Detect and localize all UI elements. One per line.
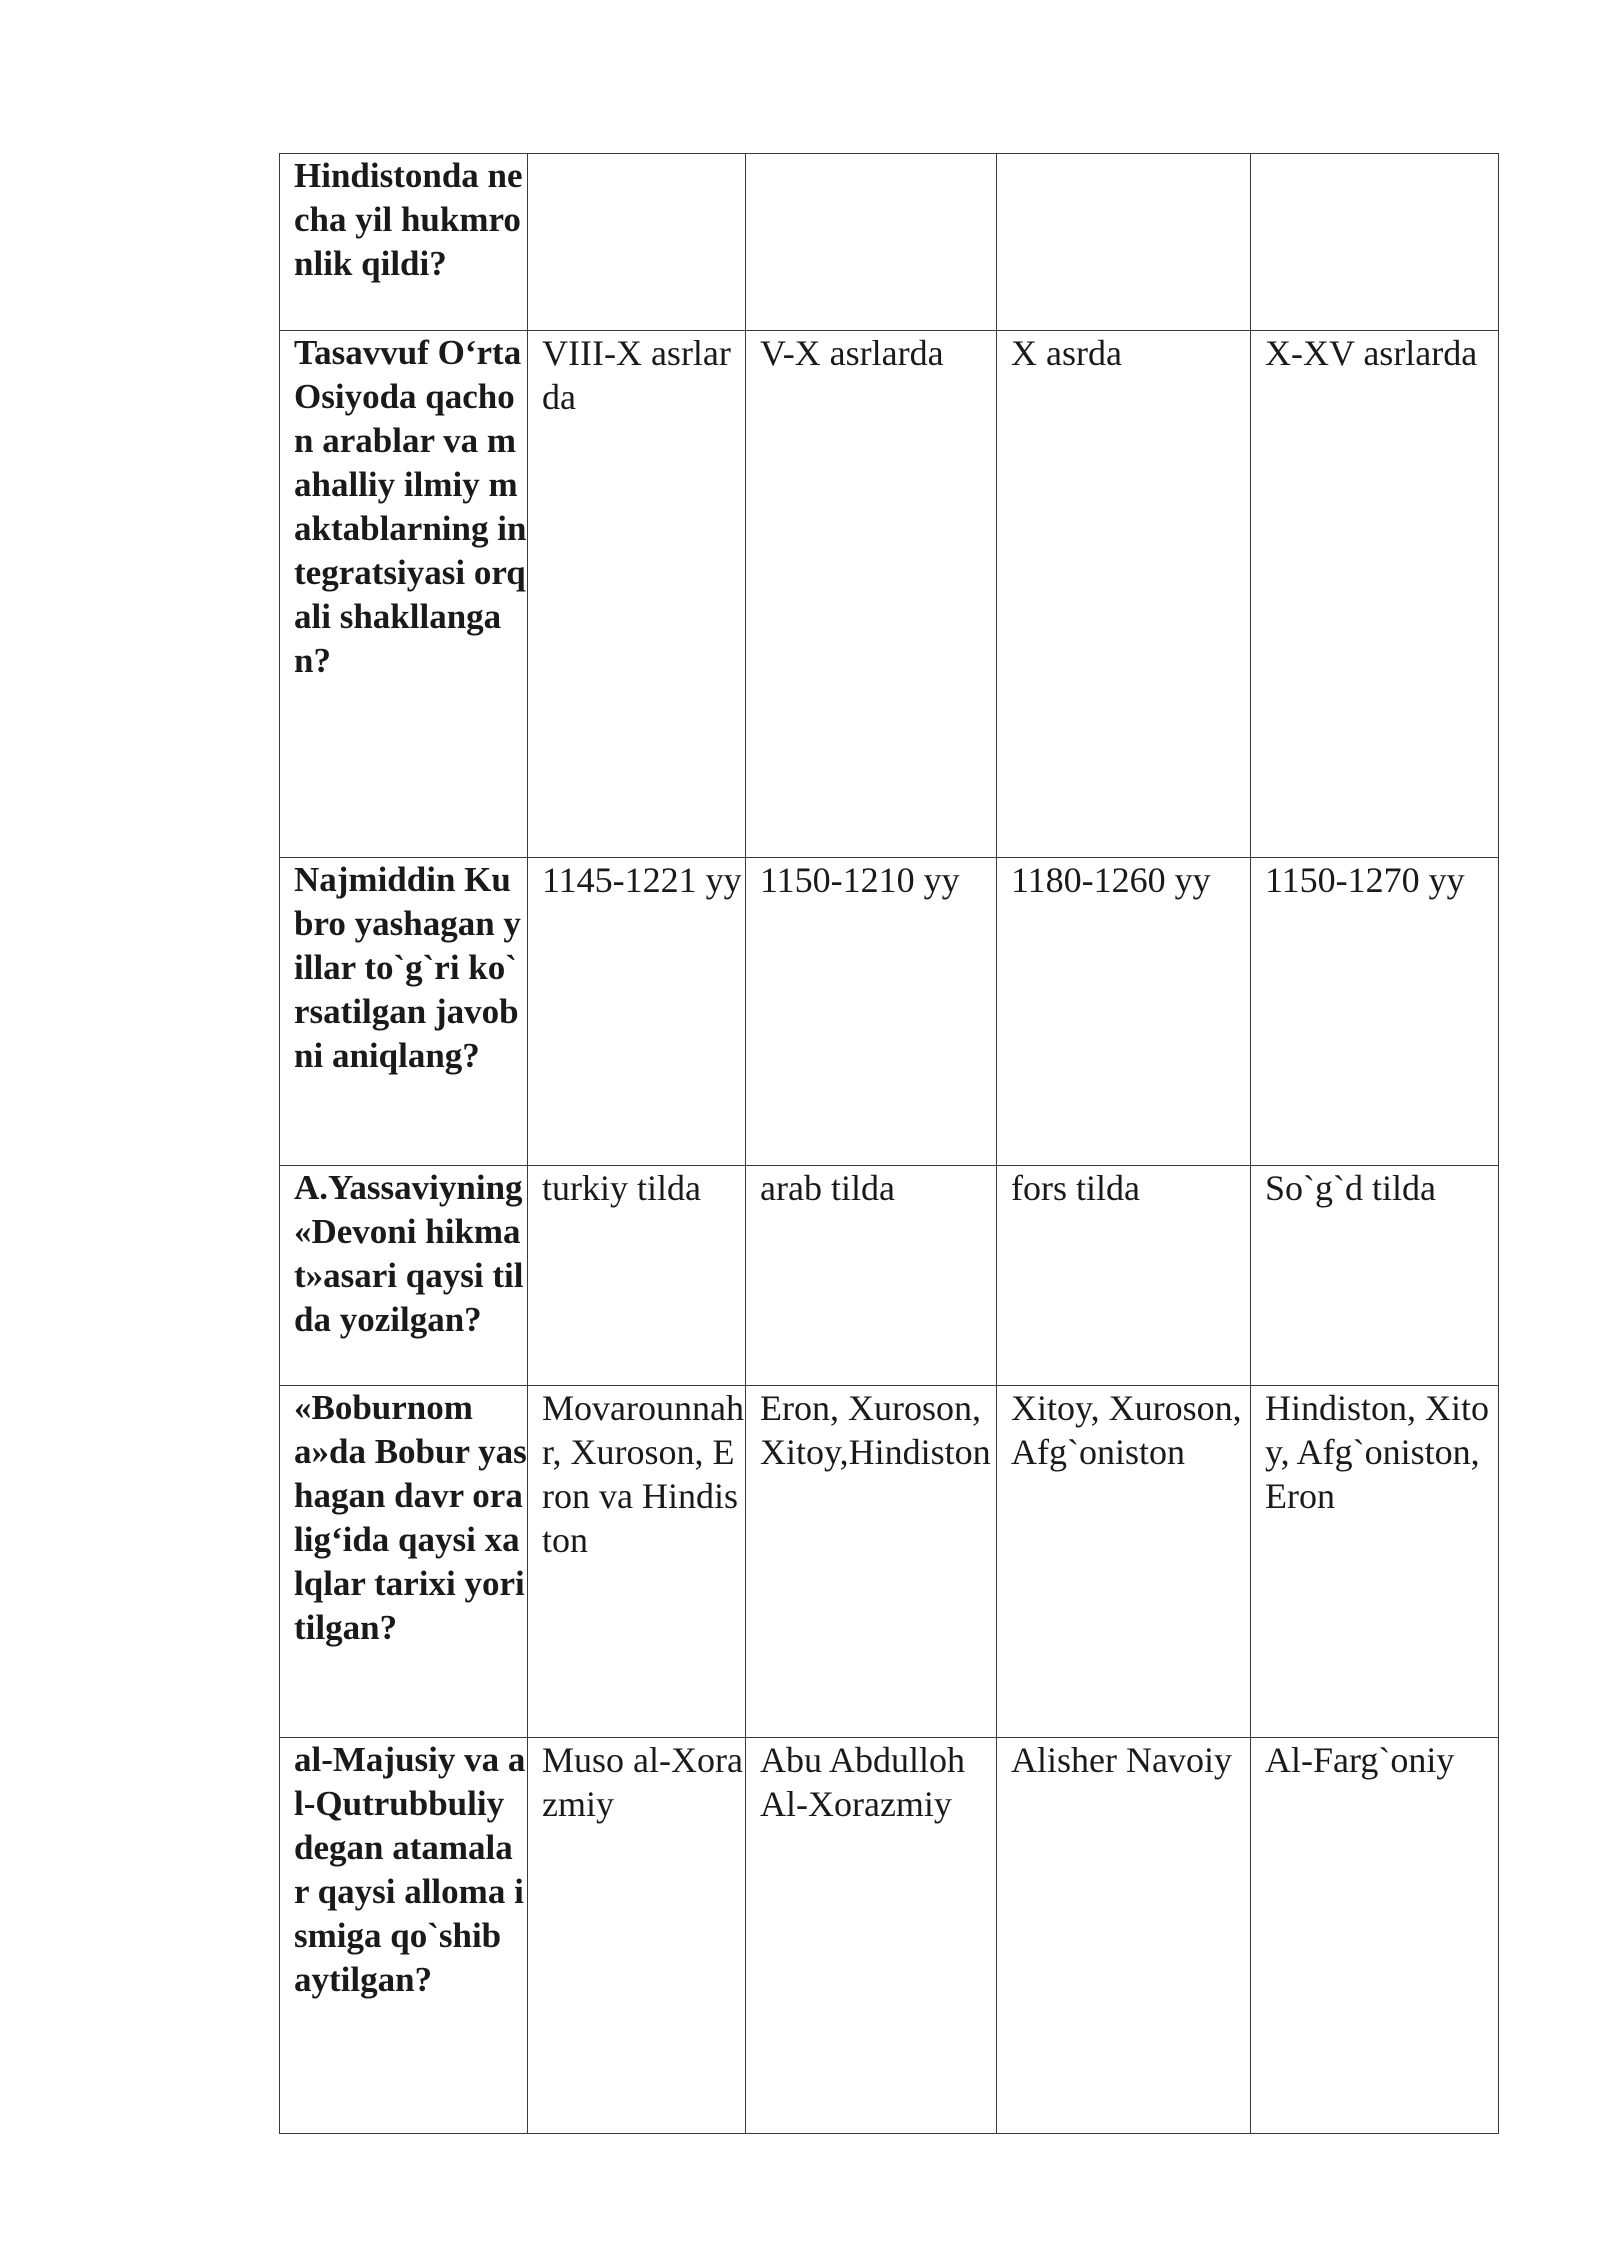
- option-d-cell: Hindiston, Xitoy, Afg`oniston, Eron: [1251, 1386, 1499, 1738]
- option-b-cell: Eron, Xuroson, Xitoy,Hindiston: [746, 1386, 997, 1738]
- question-cell: Tasavvuf O‘rta Osiyoda qachon arablar va mahalliy ilmiy maktablarning integratsiyasi orqali shakllangan?: [280, 331, 528, 858]
- option-a-cell: Movarounnahr, Xuroson, Eron va Hindiston: [528, 1386, 746, 1738]
- option-b-cell: [746, 154, 997, 331]
- option-c-cell: [997, 154, 1251, 331]
- table-row: [280, 858, 1499, 1166]
- option-d-cell: Al-Farg`oniy: [1251, 1738, 1499, 2134]
- option-c-cell: Alisher Navoiy: [997, 1738, 1251, 2134]
- table-row: [280, 1386, 1499, 1738]
- table-row: [280, 1166, 1499, 1386]
- option-b-cell: 1150-1210 yy: [746, 858, 997, 1166]
- option-a-cell: VIII-X asrlarda: [528, 331, 746, 858]
- table-row: [280, 1738, 1499, 2134]
- option-c-cell: fors tilda: [997, 1166, 1251, 1386]
- table-row: [280, 331, 1499, 858]
- table-row: [280, 154, 1499, 331]
- question-cell: A.Yassaviyning «Devoni hikmat»asari qaysi tilda yozilgan?: [280, 1166, 528, 1386]
- question-cell: Hindistonda necha yil hukmronlik qildi?: [280, 154, 528, 331]
- option-d-cell: X-XV asrlarda: [1251, 331, 1499, 858]
- option-d-cell: [1251, 154, 1499, 331]
- option-b-cell: V-X asrlarda: [746, 331, 997, 858]
- quiz-table: [279, 153, 1499, 2134]
- option-a-cell: Muso al-Xorazmiy: [528, 1738, 746, 2134]
- option-a-cell: 1145-1221 yy: [528, 858, 746, 1166]
- option-a-cell: [528, 154, 746, 331]
- option-b-cell: arab tilda: [746, 1166, 997, 1386]
- option-d-cell: So`g`d tilda: [1251, 1166, 1499, 1386]
- option-c-cell: 1180-1260 yy: [997, 858, 1251, 1166]
- option-a-cell: turkiy tilda: [528, 1166, 746, 1386]
- option-c-cell: X asrda: [997, 331, 1251, 858]
- option-d-cell: 1150-1270 yy: [1251, 858, 1499, 1166]
- option-b-cell: Abu Abdulloh Al-Xorazmiy: [746, 1738, 997, 2134]
- question-cell: Najmiddin Kubro yashagan yillar to`g`ri ko`rsatilgan javobni aniqlang?: [280, 858, 528, 1166]
- option-c-cell: Xitoy, Xuroson, Afg`oniston: [997, 1386, 1251, 1738]
- question-cell: «Boburnoma»da Bobur yashagan davr oralig‘ida qaysi xalqlar tarixi yoritilgan?: [280, 1386, 528, 1738]
- question-cell: al-Majusiy va al-Qutrubbuliy degan atamalar qaysi alloma ismiga qo`shib aytilgan?: [280, 1738, 528, 2134]
